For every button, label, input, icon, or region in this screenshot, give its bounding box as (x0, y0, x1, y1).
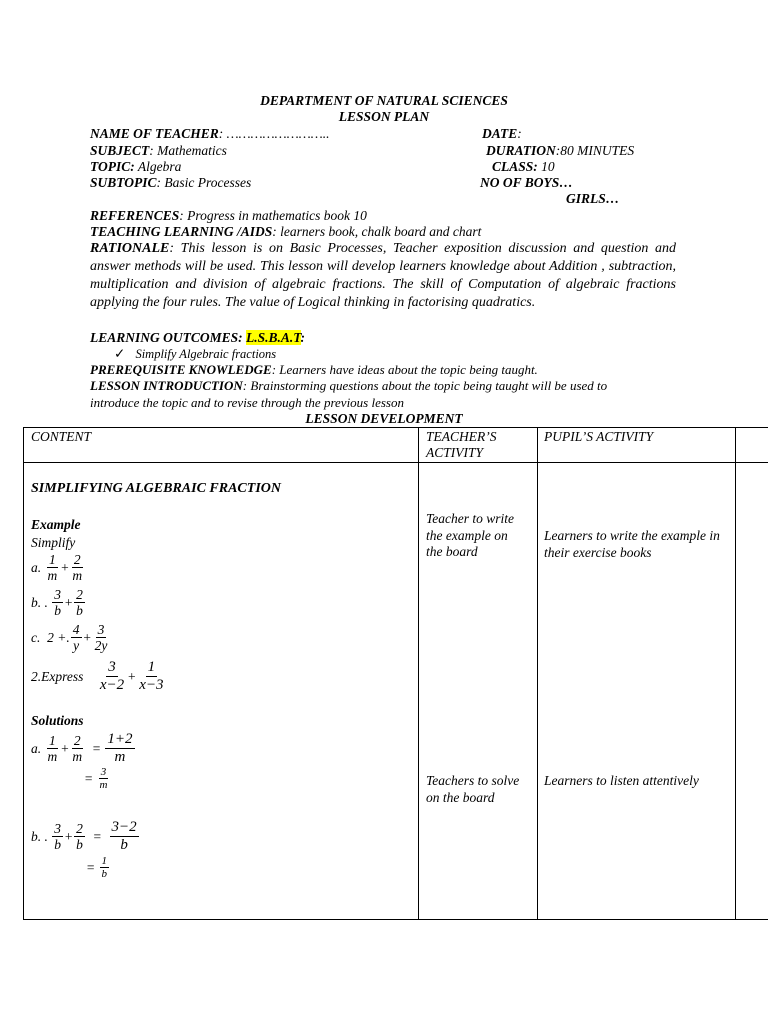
rationale-paragraph: RATIONALE: This lesson is on Basic Processes, Teacher exposition discussion and question and answer methods will be used. This lesson will develop learners knowledge about Addition , subtraction, multiplication and division of algebraic fractions. The skill of Computation of algebraic fractions applying the four rules. The value of Logical thinking in factorising quadratics. (90, 241, 676, 310)
lsbat-highlight: L.S.B.A.T (246, 330, 301, 345)
example-a: a. $\frac{1}{m}$ + $\frac{2}{m}$ (31, 552, 83, 583)
department-title: DEPARTMENT OF NATURAL SCIENCES (260, 93, 508, 108)
teacher-name-row: NAME OF TEACHER: …………………….. (90, 126, 330, 141)
lesson-intro-row: LESSON INTRODUCTION: Brainstorming questions about the topic being taught will be used to (90, 378, 608, 393)
class-row: CLASS: 10 (492, 159, 555, 174)
subtopic-row: SUBTOPIC: Basic Processes (90, 175, 252, 190)
learning-outcomes-row: LEARNING OUTCOMES: L.S.B.A.T: (90, 330, 306, 345)
check-icon: ✓ (114, 346, 126, 361)
boys-count: NO OF BOYS… (480, 175, 573, 190)
lesson-development-title: LESSON DEVELOPMENT (305, 411, 463, 426)
solution-b-result: = $\frac{1}{b}$ (86, 855, 107, 880)
simplify-label: Simplify (31, 535, 76, 550)
solutions-label: Solutions (31, 713, 84, 728)
teacher-activity-solve: Teachers to solve on the board (426, 773, 520, 805)
subject-row: SUBJECT: Mathematics (90, 143, 227, 158)
date-row: DATE: (482, 126, 522, 141)
solution-b: b. . $\frac{3}{b}$ + $\frac{2}{b}$ = $\frac{3-2}{b}$ (31, 819, 137, 853)
example-b: b. . $\frac{3}{b}$ + $\frac{2}{b}$ (31, 587, 83, 618)
header-content: CONTENT (31, 429, 92, 444)
references-row: REFERENCES: Progress in mathematics book 10 (90, 208, 367, 223)
topic-row: TOPIC: Algebra (90, 159, 182, 174)
prerequisite-row: PREREQUISITE KNOWLEDGE: Learners have ideas about the topic being taught. (90, 362, 538, 377)
lesson-intro-continued: introduce the topic and to revise through the previous lesson (90, 395, 404, 410)
content-heading: SIMPLIFYING ALGEBRAIC FRACTION (31, 481, 281, 496)
lesson-plan-title: LESSON PLAN (338, 109, 430, 124)
solution-a-result: = $\frac{3}{m}$ (84, 766, 108, 791)
header-teacher-activity: TEACHER’S ACTIVITY (426, 429, 497, 460)
header-pupil-activity: PUPIL’S ACTIVITY (544, 429, 654, 444)
outcome-item: ✓ Simplify Algebraic fractions (114, 346, 277, 361)
example-label: Example (31, 517, 81, 532)
solution-a: a. $\frac{1}{m}$ + $\frac{2}{m}$ = $\frac{1+2}{m}$ (31, 731, 133, 765)
express-question: 2.Express $\frac{3}{x-2}$ + $\frac{1}{x-3}$ (31, 659, 164, 693)
pupil-activity-write: Learners to write the example in their exercise books (544, 528, 720, 560)
teacher-activity-write: Teacher to write the example on the board (426, 511, 515, 559)
example-c: c. 2 +. $\frac{4}{y}$ + $\frac{3}{2y}$ (31, 622, 108, 653)
aids-row: TEACHING LEARNING /AIDS: learners book, chalk board and chart (90, 224, 482, 239)
pupil-activity-listen: Learners to listen attentively (544, 773, 699, 788)
girls-count: GIRLS… (566, 191, 620, 206)
teacher-name-value[interactable]: …………………….. (226, 126, 330, 141)
duration-row: DURATION:80 MINUTES (486, 143, 635, 158)
